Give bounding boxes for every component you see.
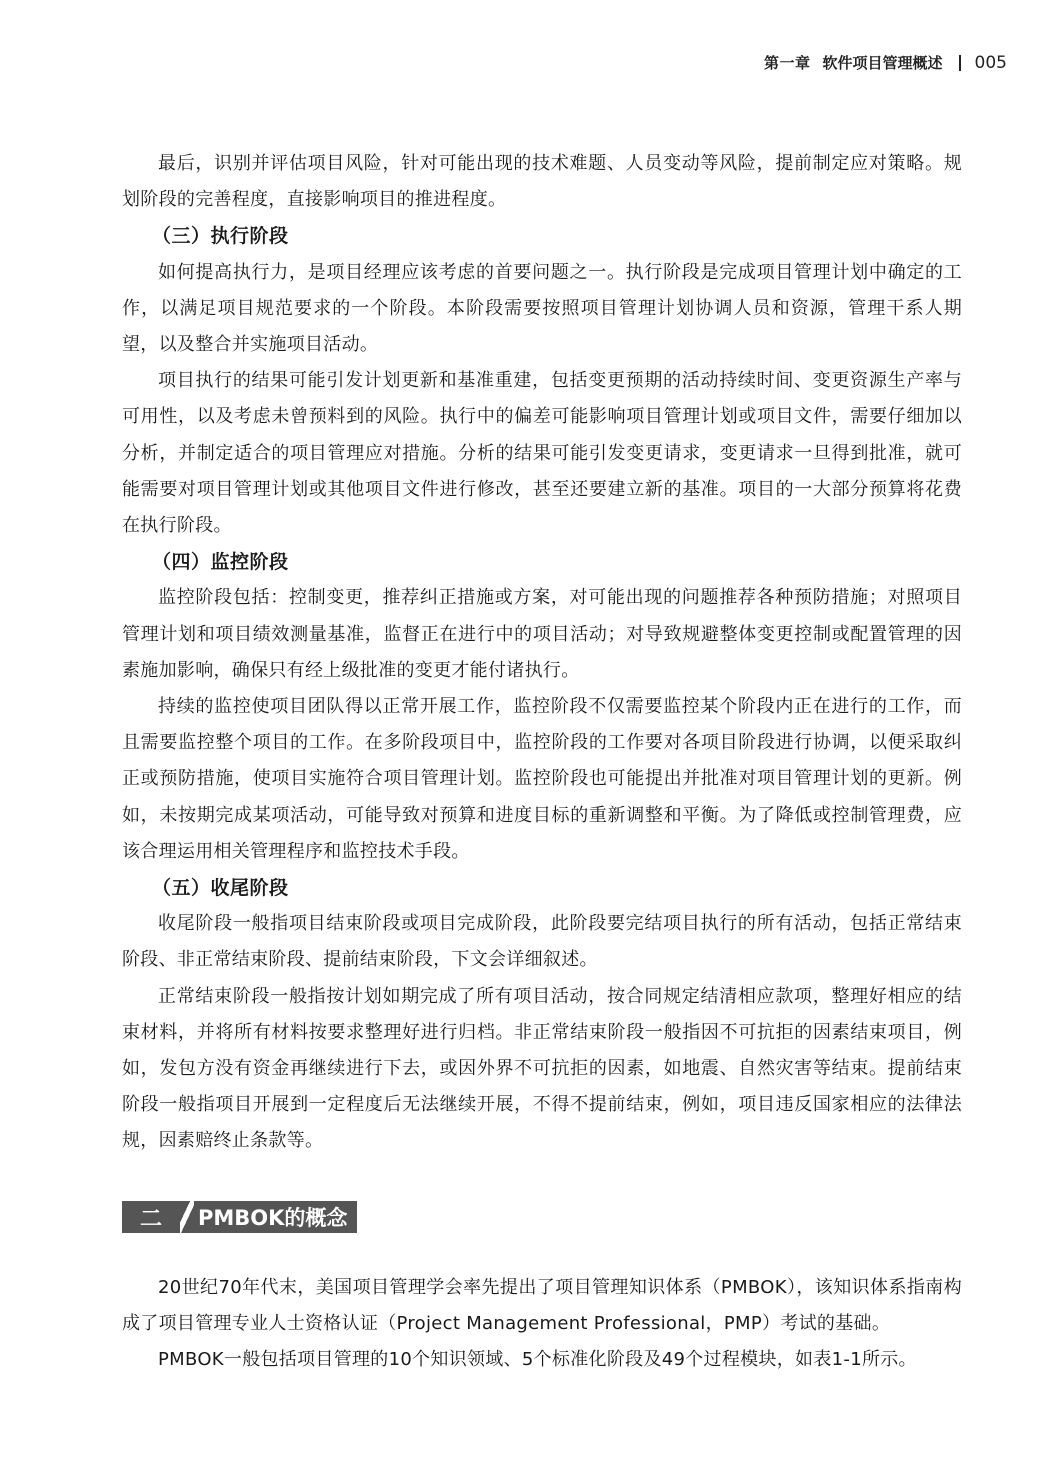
header-separator (959, 55, 961, 71)
heading-closing-phase: （五）收尾阶段 (152, 877, 289, 900)
paragraph-execution-1: 如何提高执行力，是项目经理应该考虑的首要问题之一。执行阶段是完成项目管理计划中确定的工作，以满足项目规范要求的一个阶段。本阶段需要按照项目管理计划协调人员和资源，管理干系人期望，以及整合并实施项目活动。 (122, 261, 962, 356)
chapter-title: 软件项目管理概述 (822, 54, 943, 72)
chapter-label: 第一章 (764, 54, 811, 72)
paragraph-closing-1: 收尾阶段一般指项目结束阶段或项目完成阶段，此阶段要完结项目执行的所有活动，包括正常结束阶段、非正常结束阶段、提前结束阶段，下文会详细叙述。 (122, 913, 962, 971)
section-number: 二 (122, 1201, 180, 1233)
section-title: PMBOK的概念 (194, 1201, 357, 1233)
paragraph-monitoring-1: 监控阶段包括：控制变更，推荐纠正措施或方案，对可能出现的问题推荐各种预防措施；对照项目管理计划和项目绩效测量基准，监督正在进行中的项目活动；对导致规避整体变更控制或配置管理的因素施加影响，确保只有经上级批准的变更才能付诸执行。 (122, 587, 962, 681)
heading-execution-phase: （三）执行阶段 (152, 225, 289, 248)
paragraph-closing-2: 正常结束阶段一般指按计划如期完成了所有项目活动，按合同规定结清相应款项，整理好相应的结束材料，并将所有材料按要求整理好进行归档。非正常结束阶段一般指因不可抗拒的因素结束项目，例如，发包方没有资金再继续进行下去，或因外界不可抗拒的因素，如地震、自然灾害等结束。提前结束阶段一般指项目开展到一定程度后无法继续开展，不得不提前结束，例如，项目违反国家相应的法律法规，因素赔终止条款等。 (122, 985, 962, 1152)
banner-slash-decoration (180, 1201, 194, 1233)
paragraph-pmbok-1: 20世纪70年代末，美国项目管理学会率先提出了项目管理知识体系（PMBOK），该知识体系指南构成了项目管理专业人士资格认证（Project Management Professional，PMP）考试的基础。 (122, 1277, 962, 1335)
main-text (122, 146, 962, 1160)
paragraph-execution-2: 项目执行的结果可能引发计划更新和基准重建，包括变更预期的活动持续时间、变更资源生产率与可用性，以及考虑未曾预料到的风险。执行中的偏差可能影响项目管理计划或项目文件，需要仔细加以分析，并制定适合的项目管理应对措施。分析的结果可能引发变更请求，变更请求一旦得到批准，就可能需要对项目管理计划或其他项目文件进行修改，甚至还要建立新的基准。项目的一大部分预算将花费在执行阶段。 (122, 370, 962, 537)
section-banner (122, 1201, 357, 1233)
paragraph-monitoring-2: 持续的监控使项目团队得以正常开展工作，监控阶段不仅需要监控某个阶段内正在进行的工作，而且需要监控整个项目的工作。在多阶段项目中，监控阶段的工作要对各项目阶段进行协调，以便采取纠正或预防措施，使项目实施符合项目管理计划。监控阶段也可能提出并批准对项目管理计划的更新。例如，未按期完成某项活动，可能导致对预算和进度目标的重新调整和平衡。为了降低或控制管理费，应该合理运用相关管理程序和监控技术手段。 (122, 696, 962, 862)
running-head (764, 52, 1007, 73)
page-number: 005 (974, 52, 1007, 73)
section2-text (122, 1270, 962, 1379)
paragraph-pmbok-2: PMBOK一般包括项目管理的10个知识领域、5个标准化阶段及49个过程模块，如表1-1所示。 (158, 1349, 917, 1371)
paragraph-planning-end: 最后，识别并评估项目风险，针对可能出现的技术难题、人员变动等风险，提前制定应对策略。规划阶段的完善程度，直接影响项目的推进程度。 (122, 153, 962, 211)
heading-monitoring-phase: （四）监控阶段 (152, 551, 289, 574)
